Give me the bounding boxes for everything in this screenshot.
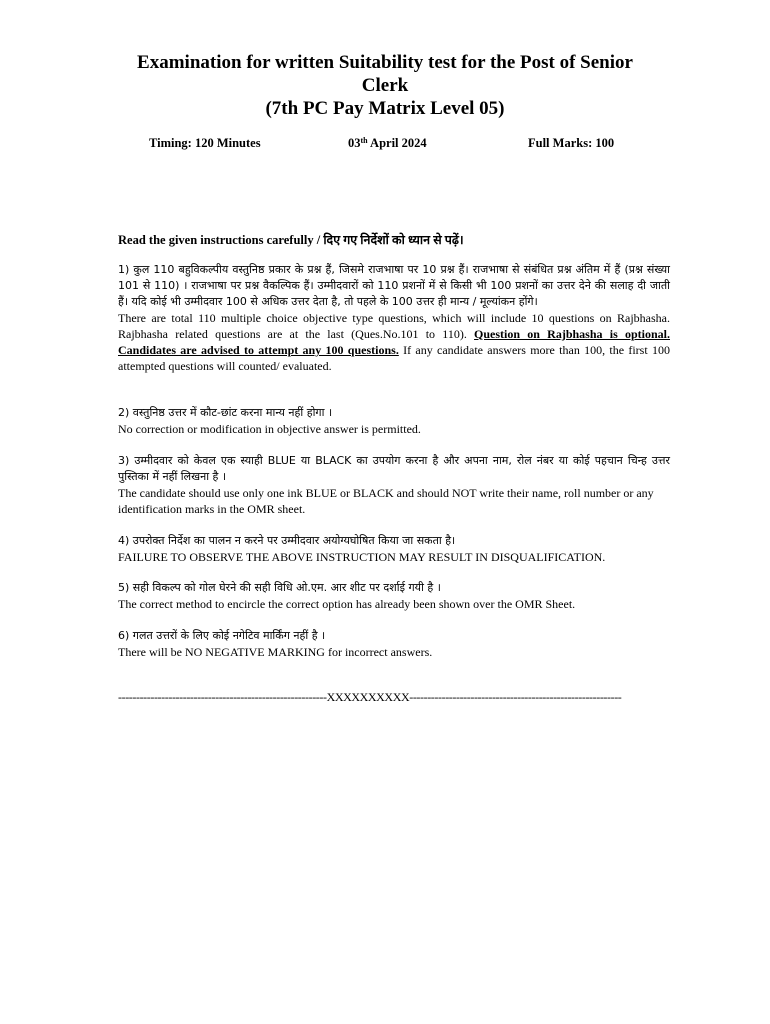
attempt-100-note: Candidates are advised to attempt any 100 questions. [118,343,399,357]
instruction-3 [118,453,670,517]
instruction-3-english: The candidate should use only one ink BLUE or BLACK and should NOT write their name, roll number or any identification marks in the OMR sheet. [118,486,654,516]
date-month-year: April 2024 [367,136,427,150]
title-line-2: Clerk [361,75,409,96]
end-separator: ----------------------------------------------------------XXXXXXXXXX----------------------------------------------------------- [118,690,622,704]
instruction-1-english [118,310,670,374]
instruction-4 [118,533,670,565]
instruction-5 [118,580,670,612]
instruction-2-hindi: 2) वस्तुनिष्ठ उत्तर में कौट-छांट करना मान्य नहीं होगा । [118,406,333,419]
instruction-6 [118,628,670,660]
instruction-4-hindi: 4) उपरोक्त निर्देश का पालन न करने पर उम्मीदवार अयोग्यघोषित किया जा सकता है। [118,534,456,547]
date-suffix: th [360,136,368,145]
instruction-2 [118,405,670,437]
instruction-4-english: FAILURE TO OBSERVE THE ABOVE INSTRUCTION MAY RESULT IN DISQUALIFICATION. [118,550,606,564]
instruction-3-hindi: 3) उम्मीदवार को केवल एक स्याही BLUE या BLACK का उपयोग करना है और अपना नाम, रोल नंबर या कोई पहचान चिन्ह उत्तर पुस्तिका में नहीं लिखना है । [118,454,670,483]
instruction-6-hindi: 6) गलत उत्तरों के लिए कोई नगेटिव मार्किंग नहीं है । [118,629,326,642]
instruction-1 [118,262,670,374]
rajbhasha-optional-note: Question on Rajbhasha is optional. [474,327,670,341]
full-marks: Full Marks: 100 [528,136,615,150]
exam-date [348,136,427,151]
instruction-2-english: No correction or modification in objective answer is permitted. [118,422,421,436]
instructions-heading: Read the given instructions carefully / दिए गए निर्देशों को ध्यान से पढ़ें। [118,233,464,247]
instruction-5-english: The correct method to encircle the correct option has already been shown over the OMR Sheet. [118,597,576,611]
instruction-6-english: There will be NO NEGATIVE MARKING for incorrect answers. [118,645,433,659]
document-title [110,51,660,120]
instruction-5-hindi: 5) सही विकल्प को गोल घेरने की सही विधि ओ.एम. आर शीट पर दर्शाई गयी है । [118,581,441,594]
date-day: 03 [348,136,361,150]
title-line-3: (7th PC Pay Matrix Level 05) [265,98,505,119]
title-line-1: Examination for written Suitability test for the Post of Senior [137,52,633,73]
exam-timing: Timing: 120 Minutes [149,136,261,150]
instruction-1-english-tail: If any candidate answers more than 100, the first 100 attempted questions will counted/ evaluated. [118,343,670,373]
instruction-1-english-text: There are total 110 multiple choice objective type questions, which will include 10 questions on Rajbhasha. Rajbhasha related questions are at the last (Ques.No.101 to 110). [118,311,670,341]
instruction-1-hindi: 1) कुल 110 बहुविकल्पीय वस्तुनिष्ठ प्रकार के प्रश्न हैं, जिसमे राजभाषा पर 10 प्रश्न हैं। राजभाषा से संबंधित प्रश्न अंतिम में हैं (प्रश्न संख्या 101 से 110) । राजभाषा पर प्रश्न वैकल्पिक हैं। उम्मीदवारों को 110 प्रशनों में से किसी भी 100 प्रशनों का उत्तर देने की सलाह दी जाती हैं। यदि कोई भी उम्मीदवार 100 से अधिक उत्तर देता है, तो पहले के 100 उत्तर ही मान्य / मूल्यांकन होंगे। [118,263,670,308]
